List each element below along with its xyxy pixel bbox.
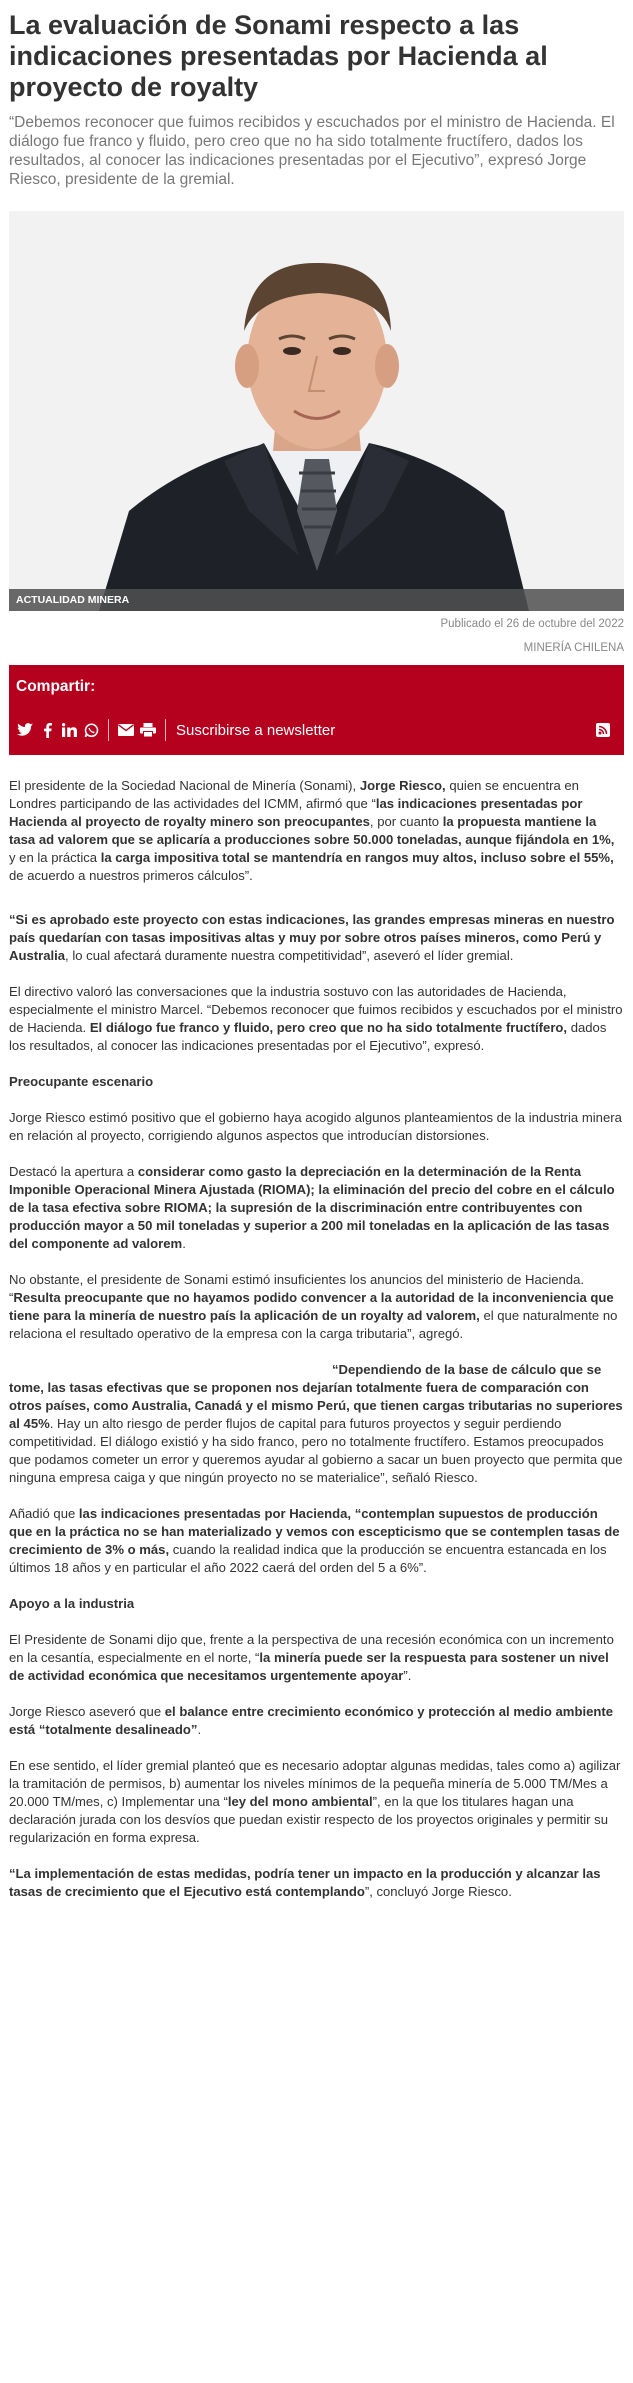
- paragraph: Añadió que las indicaciones presentadas por Hacienda, “contemplan supuestos de producción que en la práctica no se han materializado y vemos con escepticismo que se contemplen tasas de crecimiento de 3% o más, cuando la realidad indica que la producción se encuentra estancada en los últimos 18 años y en particular el año 2022 caerá del orden del 5 a 6%”.: [9, 1506, 620, 1575]
- paragraph: El directivo valoró las conversaciones que la industria sostuvo con las autoridades de Hacienda, especialmente el ministro Marcel. “Debemos reconocer que fuimos recibidos y escuchados por el ministro de Hacienda. El diálogo fue franco y fluido, pero creo que no ha sido totalmente fructífero, dados los resultados, al conocer las indicaciones presentadas por el Ejecutivo”, expresó.: [9, 984, 623, 1053]
- email-icon[interactable]: [117, 721, 135, 739]
- divider: [165, 719, 166, 741]
- facebook-icon[interactable]: [38, 721, 56, 739]
- paragraph: “Dependiendo de la base de cálculo que se tome, las tasas efectivas que se proponen nos dejarían totalmente fuera de comparación con otros países, como Australia, Canadá y el mismo Perú, que tienen cargas tributarias no superiores al 45%. Hay un alto riesgo de perder flujos de capital para futuros proyectos y seguir perdiendo competitividad. El diálogo existió y ha sido franco, pero no totalmente fructífero. Estamos preocupados que podamos cometer un error y queremos ayudar al gobierno a sacar un buen proyecto que permita que ninguna empresa caiga y que ningún proyecto no se materialice”, señaló Riesco.: [9, 1362, 623, 1485]
- hero-image: [9, 211, 624, 611]
- whatsapp-icon[interactable]: [82, 721, 100, 739]
- print-icon[interactable]: [139, 721, 157, 739]
- article-meta: [9, 616, 624, 657]
- share-bar: [9, 665, 624, 755]
- article-lead: “Debemos reconocer que fuimos recibidos y escuchados por el ministro de Hacienda. El diálogo fue franco y fluido, pero creo que no ha sido totalmente fructífero, dados los resultados, al conocer las indicaciones presentadas por el Ejecutivo”, expresó Jorge Riesco, presidente de la gremial.: [9, 114, 615, 188]
- portrait-illustration: [9, 211, 624, 611]
- category-link[interactable]: MINERÍA CHILENA: [523, 642, 624, 654]
- published-date: Publicado el 26 de octubre del 2022: [440, 618, 624, 630]
- section-heading: Preocupante escenario: [9, 1074, 154, 1089]
- paragraph: El Presidente de Sonami dijo que, frente a la perspectiva de una recesión económica con un incremento en la cesantía, especialmente en el norte, “la minería puede ser la respuesta para sostener un nivel de actividad económica que necesitamos urgentemente apoyar”.: [9, 1632, 614, 1683]
- share-label: Compartir:: [16, 678, 96, 695]
- paragraph: Jorge Riesco estimó positivo que el gobierno haya acogido algunos planteamientos de la industria minera en relación al proyecto, corrigiendo algunos aspectos que introducían distorsiones.: [9, 1110, 622, 1143]
- paragraph: Destacó la apertura a considerar como gasto la depreciación en la determinación de la Renta Imponible Operacional Minera Ajustada (RIOMA); la eliminación del precio del cobre en el cálculo de la tasa efectiva sobre RIOMA; la supresión de la discriminación entre contribuyentes con producción mayor a 50 mil toneladas y superior a 200 mil toneladas en la aplicación de las tasas del componente ad valorem.: [9, 1164, 615, 1251]
- article-body: [9, 777, 624, 1901]
- image-caption: ACTUALIDAD MINERA: [9, 589, 624, 611]
- newsletter-link[interactable]: Suscribirse a newsletter: [176, 721, 336, 739]
- share-actions: [16, 717, 616, 743]
- twitter-icon[interactable]: [16, 721, 34, 739]
- linkedin-icon[interactable]: [60, 721, 78, 739]
- page-title: La evaluación de Sonami respecto a las indicaciones presentadas por Hacienda al proyecto de royalty: [9, 10, 548, 102]
- paragraph: “Si es aprobado este proyecto con estas indicaciones, las grandes empresas mineras en nuestro país quedarían con tasas impositivas altas y muy por sobre otros países mineros, como Perú y Australia, lo cual afectará duramente nuestra competitividad”, aseveró el líder gremial.: [9, 912, 615, 963]
- rss-icon[interactable]: [594, 721, 612, 739]
- divider: [108, 719, 109, 741]
- paragraph: Jorge Riesco aseveró que el balance entre crecimiento económico y protección al medio ambiente está “totalmente desalineado”.: [9, 1704, 614, 1737]
- section-heading: Apoyo a la industria: [9, 1596, 135, 1611]
- paragraph: “La implementación de estas medidas, podría tener un impacto en la producción y alcanzar las tasas de crecimiento que el Ejecutivo está contemplando”, concluyó Jorge Riesco.: [9, 1866, 601, 1899]
- paragraph: En ese sentido, el líder gremial planteó que es necesario adoptar algunas medidas, tales como a) agilizar la tramitación de permisos, b) aumentar los niveles mínimos de la pequeña minería de 5.000 TM/Mes a 20.000 TM/mes, c) Implementar una “ley del mono ambiental”, en la que los titulares hagan una declaración jurada con los desvíos que puedan existir respecto de los proyectos originales y permitir su regularización en forma expresa.: [9, 1758, 621, 1845]
- paragraph: No obstante, el presidente de Sonami estimó insuficientes los anuncios del ministerio de Hacienda. “Resulta preocupante que no hayamos podido convencer a la autoridad de la inconveniencia que tiene para la minería de nuestro país la aplicación de un royalty ad valorem, el que naturalmente no relaciona el resultado operativo de la empresa con la carga tributaria”, agregó.: [9, 1272, 618, 1341]
- paragraph: El presidente de la Sociedad Nacional de Minería (Sonami), Jorge Riesco, quien se encuentra en Londres participando de las actividades del ICMM, afirmó que “las indicaciones presentadas por Hacienda al proyecto de royalty minero son preocupantes, por cuanto la propuesta mantiene la tasa ad valorem que se aplicaría a producciones sobre 50.000 toneladas, aunque fijándola en 1%, y en la práctica la carga impositiva total se mantendría en rangos muy altos, incluso sobre el 55%, de acuerdo a nuestros primeros cálculos”.: [9, 778, 615, 883]
